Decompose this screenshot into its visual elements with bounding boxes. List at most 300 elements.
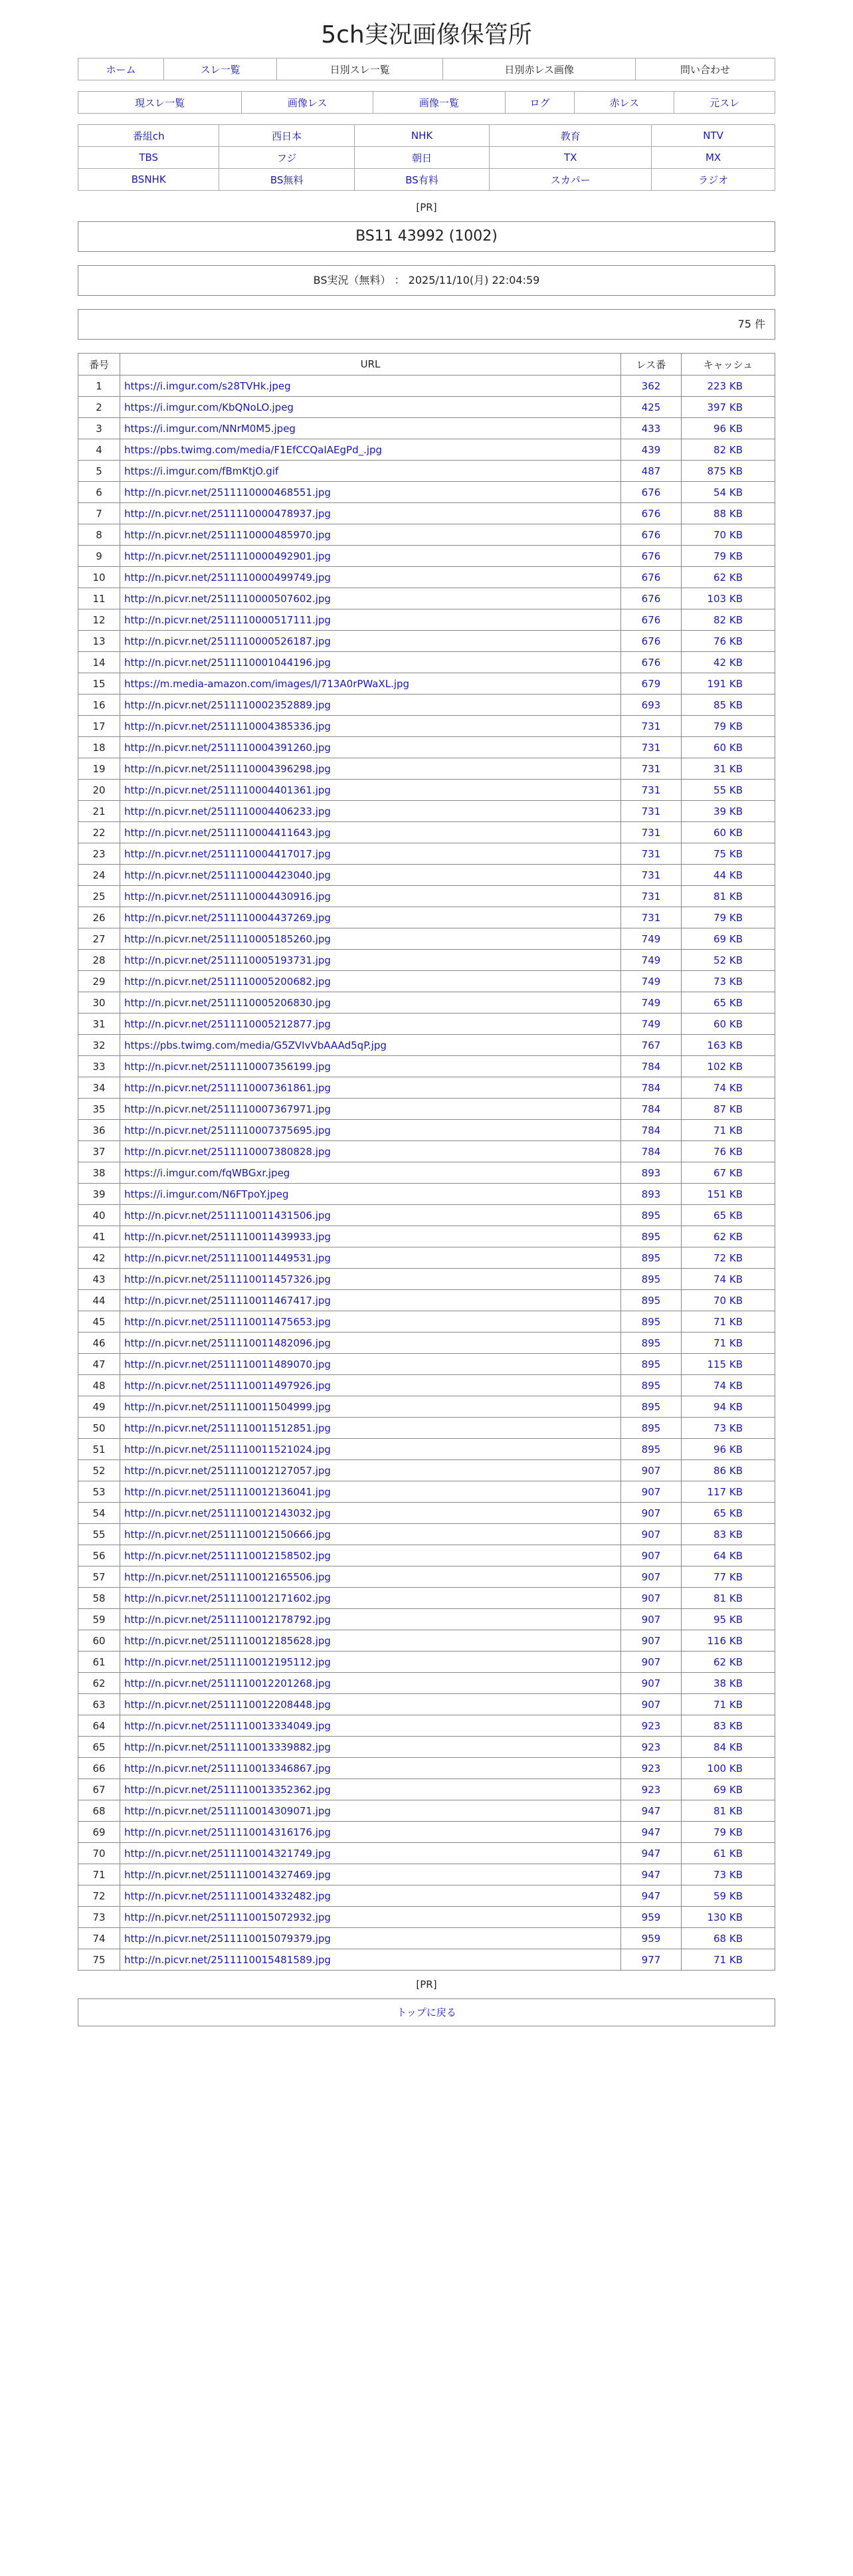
image-url-link[interactable]: http://n.picvr.net/2511110011504999.jpg [120, 1396, 621, 1418]
table-row [78, 1460, 775, 1481]
image-url-link[interactable]: https://pbs.twimg.com/media/F1EfCCQaIAEgPd_.jpg [120, 439, 621, 461]
res-number-link[interactable]: 749 [621, 971, 682, 992]
table-row [78, 1141, 775, 1162]
image-url-link[interactable]: https://i.imgur.com/KbQNoLO.jpeg [120, 397, 621, 418]
image-url-link[interactable]: https://i.imgur.com/N6FTpoY.jpeg [120, 1184, 621, 1205]
res-number-link[interactable]: 731 [621, 907, 682, 928]
cache-size-link[interactable]: 60 KB [682, 1014, 775, 1035]
cache-size-link[interactable]: 69 KB [682, 928, 775, 950]
channel-link[interactable]: 番組ch [78, 125, 219, 147]
cache-size-link[interactable]: 67 KB [682, 1162, 775, 1184]
image-url-link[interactable]: http://n.picvr.net/2511110001044196.jpg [120, 652, 621, 673]
res-number-link[interactable]: 784 [621, 1099, 682, 1120]
res-number-link[interactable]: 893 [621, 1184, 682, 1205]
res-number-link[interactable]: 923 [621, 1715, 682, 1737]
channel-link[interactable]: TX [490, 147, 652, 169]
table-row [78, 1715, 775, 1737]
res-number-link[interactable]: 907 [621, 1481, 682, 1503]
res-number-link[interactable]: 947 [621, 1800, 682, 1822]
channel-link[interactable]: 西日本 [219, 125, 354, 147]
table-row [78, 1418, 775, 1439]
image-url-link[interactable]: http://n.picvr.net/2511110015079379.jpg [120, 1928, 621, 1949]
cache-size-link[interactable]: 103 KB [682, 588, 775, 609]
res-number-link[interactable]: 749 [621, 1014, 682, 1035]
image-url-link[interactable]: http://n.picvr.net/2511110012158502.jpg [120, 1545, 621, 1566]
image-url-link[interactable]: http://n.picvr.net/2511110000526187.jpg [120, 631, 621, 652]
cache-size-link[interactable]: 74 KB [682, 1269, 775, 1290]
res-number-link[interactable]: 433 [621, 418, 682, 439]
res-number-link[interactable]: 895 [621, 1439, 682, 1460]
image-url-link[interactable]: http://n.picvr.net/2511110005185260.jpg [120, 928, 621, 950]
cache-size-link[interactable]: 100 KB [682, 1758, 775, 1779]
table-row [78, 1737, 775, 1758]
cache-size-link[interactable]: 70 KB [682, 1290, 775, 1311]
row-number: 63 [78, 1694, 120, 1715]
cache-size-link[interactable]: 163 KB [682, 1035, 775, 1056]
cache-size-link[interactable]: 62 KB [682, 567, 775, 588]
cache-size-link[interactable]: 96 KB [682, 1439, 775, 1460]
table-row [78, 1481, 775, 1503]
cache-size-link[interactable]: 115 KB [682, 1354, 775, 1375]
res-number-link[interactable]: 907 [621, 1503, 682, 1524]
image-url-link[interactable]: http://n.picvr.net/2511110012195112.jpg [120, 1652, 621, 1673]
res-number-link[interactable]: 947 [621, 1864, 682, 1885]
res-number-link[interactable]: 784 [621, 1120, 682, 1141]
cache-size-link[interactable]: 73 KB [682, 1864, 775, 1885]
row-number: 55 [78, 1524, 120, 1545]
row-number: 26 [78, 907, 120, 928]
row-number: 35 [78, 1099, 120, 1120]
table-row [78, 1779, 775, 1800]
image-url-link[interactable]: https://i.imgur.com/fqWBGxr.jpeg [120, 1162, 621, 1184]
table-row [78, 716, 775, 737]
cache-size-link[interactable]: 60 KB [682, 822, 775, 843]
res-number-link[interactable]: 895 [621, 1226, 682, 1247]
cache-size-link[interactable]: 82 KB [682, 609, 775, 631]
image-url-link[interactable]: http://n.picvr.net/2511110007367971.jpg [120, 1099, 621, 1120]
cache-size-link[interactable]: 151 KB [682, 1184, 775, 1205]
cache-size-link[interactable]: 42 KB [682, 652, 775, 673]
image-url-link[interactable]: http://n.picvr.net/2511110014321749.jpg [120, 1843, 621, 1864]
res-number-link[interactable]: 676 [621, 588, 682, 609]
image-url-link[interactable]: http://n.picvr.net/2511110012201268.jpg [120, 1673, 621, 1694]
cache-size-link[interactable]: 71 KB [682, 1333, 775, 1354]
cache-size-link[interactable]: 76 KB [682, 1141, 775, 1162]
res-number-link[interactable]: 907 [621, 1694, 682, 1715]
res-number-link[interactable]: 731 [621, 843, 682, 865]
channel-link[interactable]: 朝日 [354, 147, 489, 169]
res-number-link[interactable]: 425 [621, 397, 682, 418]
image-url-link[interactable]: http://n.picvr.net/2511110004401361.jpg [120, 780, 621, 801]
row-number: 1 [78, 376, 120, 397]
cache-size-link[interactable]: 94 KB [682, 1396, 775, 1418]
cache-size-link[interactable]: 81 KB [682, 1800, 775, 1822]
thread-meta: BS実況（無料） ： 2025/11/10(月) 22:04:59 [78, 265, 775, 296]
image-url-link[interactable]: http://n.picvr.net/2511110005206830.jpg [120, 992, 621, 1014]
image-url-link[interactable]: http://n.picvr.net/2511110011482096.jpg [120, 1333, 621, 1354]
res-number-link[interactable]: 893 [621, 1162, 682, 1184]
cache-size-link[interactable]: 76 KB [682, 631, 775, 652]
cache-size-link[interactable]: 62 KB [682, 1226, 775, 1247]
table-row [78, 1333, 775, 1354]
res-number-link[interactable]: 731 [621, 716, 682, 737]
res-number-link[interactable]: 907 [621, 1673, 682, 1694]
cache-size-link[interactable]: 86 KB [682, 1460, 775, 1481]
image-url-link[interactable]: http://n.picvr.net/2511110004406233.jpg [120, 801, 621, 822]
cache-size-link[interactable]: 130 KB [682, 1907, 775, 1928]
site-title: 5ch実況画像保管所 [321, 21, 532, 49]
cache-size-link[interactable]: 87 KB [682, 1099, 775, 1120]
res-number-link[interactable]: 784 [621, 1077, 682, 1099]
cache-size-link[interactable]: 79 KB [682, 907, 775, 928]
image-url-link[interactable]: http://n.picvr.net/2511110000478937.jpg [120, 503, 621, 524]
channel-link[interactable]: フジ [219, 147, 354, 169]
table-row [78, 567, 775, 588]
nav-home-link[interactable]: ホーム [78, 58, 164, 80]
res-number-link[interactable]: 676 [621, 567, 682, 588]
row-number: 36 [78, 1120, 120, 1141]
cache-size-link[interactable]: 81 KB [682, 886, 775, 907]
cache-size-link[interactable]: 116 KB [682, 1630, 775, 1652]
res-number-link[interactable]: 784 [621, 1056, 682, 1077]
image-url-link[interactable]: http://n.picvr.net/2511110011467417.jpg [120, 1290, 621, 1311]
res-number-link[interactable]: 895 [621, 1375, 682, 1396]
table-row [78, 1184, 775, 1205]
image-url-link[interactable]: http://n.picvr.net/2511110004396298.jpg [120, 758, 621, 780]
nav-original-thread-link[interactable]: 元スレ [674, 92, 775, 114]
image-url-link[interactable]: http://n.picvr.net/2511110015072932.jpg [120, 1907, 621, 1928]
cache-size-link[interactable]: 65 KB [682, 1205, 775, 1226]
image-url-link[interactable]: http://n.picvr.net/2511110011457326.jpg [120, 1269, 621, 1290]
image-url-link[interactable]: http://n.picvr.net/2511110000499749.jpg [120, 567, 621, 588]
image-url-link[interactable]: http://n.picvr.net/2511110014316176.jpg [120, 1822, 621, 1843]
back-to-top-link[interactable]: トップに戻る [78, 1998, 775, 2026]
image-url-link[interactable]: http://n.picvr.net/2511110007356199.jpg [120, 1056, 621, 1077]
cache-size-link[interactable]: 79 KB [682, 546, 775, 567]
row-number: 74 [78, 1928, 120, 1949]
row-number: 53 [78, 1481, 120, 1503]
res-number-link[interactable]: 749 [621, 950, 682, 971]
cache-size-link[interactable]: 70 KB [682, 524, 775, 546]
row-number: 52 [78, 1460, 120, 1481]
image-url-link[interactable]: http://n.picvr.net/2511110015481589.jpg [120, 1949, 621, 1971]
channel-link[interactable]: スカパー [490, 169, 652, 191]
image-url-link[interactable]: http://n.picvr.net/2511110011489070.jpg [120, 1354, 621, 1375]
res-number-link[interactable]: 895 [621, 1396, 682, 1418]
image-url-link[interactable]: http://n.picvr.net/2511110012171602.jpg [120, 1588, 621, 1609]
cache-size-link[interactable]: 54 KB [682, 482, 775, 503]
image-url-link[interactable]: http://n.picvr.net/2511110012178792.jpg [120, 1609, 621, 1630]
res-number-link[interactable]: 947 [621, 1843, 682, 1864]
table-row [78, 1269, 775, 1290]
image-url-link[interactable]: http://n.picvr.net/2511110002352889.jpg [120, 695, 621, 716]
row-number: 20 [78, 780, 120, 801]
image-url-link[interactable]: http://n.picvr.net/2511110000492901.jpg [120, 546, 621, 567]
res-number-link[interactable]: 731 [621, 822, 682, 843]
cache-size-link[interactable]: 84 KB [682, 1737, 775, 1758]
table-row [78, 1949, 775, 1971]
res-number-link[interactable]: 895 [621, 1333, 682, 1354]
res-number-link[interactable]: 731 [621, 865, 682, 886]
channel-link[interactable]: MX [652, 147, 775, 169]
cache-size-link[interactable]: 65 KB [682, 992, 775, 1014]
cache-size-link[interactable]: 117 KB [682, 1481, 775, 1503]
channel-link[interactable]: ラジオ [652, 169, 775, 191]
image-url-link[interactable]: http://n.picvr.net/2511110004385336.jpg [120, 716, 621, 737]
image-url-link[interactable]: http://n.picvr.net/2511110011521024.jpg [120, 1439, 621, 1460]
image-url-link[interactable]: http://n.picvr.net/2511110004430916.jpg [120, 886, 621, 907]
res-number-link[interactable]: 907 [621, 1609, 682, 1630]
table-row [78, 1545, 775, 1566]
image-url-link[interactable]: http://n.picvr.net/2511110007375695.jpg [120, 1120, 621, 1141]
res-number-link[interactable]: 749 [621, 928, 682, 950]
table-row [78, 1503, 775, 1524]
res-number-link[interactable]: 923 [621, 1737, 682, 1758]
cache-size-link[interactable]: 75 KB [682, 843, 775, 865]
nav-image-res-link[interactable]: 画像レス [242, 92, 373, 114]
image-url-link[interactable]: http://n.picvr.net/2511110007380828.jpg [120, 1141, 621, 1162]
cache-size-link[interactable]: 83 KB [682, 1524, 775, 1545]
cache-size-link[interactable]: 397 KB [682, 397, 775, 418]
cache-size-link[interactable]: 65 KB [682, 1503, 775, 1524]
res-number-link[interactable]: 784 [621, 1141, 682, 1162]
res-number-link[interactable]: 907 [621, 1588, 682, 1609]
image-url-link[interactable]: http://n.picvr.net/2511110012136041.jpg [120, 1481, 621, 1503]
res-number-link[interactable]: 487 [621, 461, 682, 482]
table-row [78, 588, 775, 609]
cache-size-link[interactable]: 71 KB [682, 1311, 775, 1333]
image-url-link[interactable]: http://n.picvr.net/2511110013352362.jpg [120, 1779, 621, 1800]
res-number-link[interactable]: 676 [621, 482, 682, 503]
cache-size-link[interactable]: 71 KB [682, 1120, 775, 1141]
cache-size-link[interactable]: 74 KB [682, 1375, 775, 1396]
cache-size-link[interactable]: 73 KB [682, 1418, 775, 1439]
image-url-link[interactable]: http://n.picvr.net/2511110007361861.jpg [120, 1077, 621, 1099]
res-number-link[interactable]: 731 [621, 801, 682, 822]
image-url-link[interactable]: http://n.picvr.net/2511110011497926.jpg [120, 1375, 621, 1396]
cache-size-link[interactable]: 64 KB [682, 1545, 775, 1566]
image-url-link[interactable]: http://n.picvr.net/2511110000468551.jpg [120, 482, 621, 503]
channel-link[interactable]: TBS [78, 147, 219, 169]
res-number-link[interactable]: 895 [621, 1290, 682, 1311]
image-url-link[interactable]: http://n.picvr.net/2511110012143032.jpg [120, 1503, 621, 1524]
image-url-link[interactable]: http://n.picvr.net/2511110004437269.jpg [120, 907, 621, 928]
image-url-link[interactable]: http://n.picvr.net/2511110004417017.jpg [120, 843, 621, 865]
image-url-link[interactable]: http://n.picvr.net/2511110000485970.jpg [120, 524, 621, 546]
res-number-link[interactable]: 895 [621, 1418, 682, 1439]
res-number-link[interactable]: 947 [621, 1822, 682, 1843]
cache-size-link[interactable]: 79 KB [682, 1822, 775, 1843]
channel-link[interactable]: NHK [354, 125, 489, 147]
image-url-link[interactable]: http://n.picvr.net/2511110013346867.jpg [120, 1758, 621, 1779]
image-url-link[interactable]: http://n.picvr.net/2511110012165506.jpg [120, 1566, 621, 1588]
res-number-link[interactable]: 907 [621, 1545, 682, 1566]
image-url-link[interactable]: http://n.picvr.net/2511110004411643.jpg [120, 822, 621, 843]
channel-link[interactable]: 教育 [490, 125, 652, 147]
cache-size-link[interactable]: 61 KB [682, 1843, 775, 1864]
res-number-link[interactable]: 895 [621, 1269, 682, 1290]
image-url-link[interactable]: https://i.imgur.com/NNrM0M5.jpeg [120, 418, 621, 439]
table-row [78, 737, 775, 758]
image-url-link[interactable]: http://n.picvr.net/2511110005193731.jpg [120, 950, 621, 971]
res-number-link[interactable]: 362 [621, 376, 682, 397]
cache-size-link[interactable]: 31 KB [682, 758, 775, 780]
row-number: 3 [78, 418, 120, 439]
image-url-link[interactable]: http://n.picvr.net/2511110005212877.jpg [120, 1014, 621, 1035]
res-number-link[interactable]: 676 [621, 631, 682, 652]
image-url-link[interactable]: http://n.picvr.net/2511110012150666.jpg [120, 1524, 621, 1545]
res-number-link[interactable]: 895 [621, 1354, 682, 1375]
cache-size-link[interactable]: 88 KB [682, 503, 775, 524]
cache-size-link[interactable]: 60 KB [682, 737, 775, 758]
image-url-link[interactable]: http://n.picvr.net/2511110012208448.jpg [120, 1694, 621, 1715]
image-url-link[interactable]: http://n.picvr.net/2511110012185628.jpg [120, 1630, 621, 1652]
res-number-link[interactable]: 731 [621, 758, 682, 780]
row-number: 14 [78, 652, 120, 673]
res-number-link[interactable]: 907 [621, 1460, 682, 1481]
res-number-link[interactable]: 676 [621, 546, 682, 567]
res-number-link[interactable]: 895 [621, 1247, 682, 1269]
cache-size-link[interactable]: 875 KB [682, 461, 775, 482]
table-row [78, 1694, 775, 1715]
res-number-link[interactable]: 731 [621, 737, 682, 758]
row-number: 34 [78, 1077, 120, 1099]
image-url-link[interactable]: http://n.picvr.net/2511110004423040.jpg [120, 865, 621, 886]
cache-size-link[interactable]: 69 KB [682, 1779, 775, 1800]
row-number: 10 [78, 567, 120, 588]
nav-image-list-link[interactable]: 画像一覧 [373, 92, 505, 114]
header-number: 番号 [78, 354, 120, 376]
image-url-link[interactable]: http://n.picvr.net/2511110014309071.jpg [120, 1800, 621, 1822]
image-url-link[interactable]: http://n.picvr.net/2511110011431506.jpg [120, 1205, 621, 1226]
image-url-link[interactable]: http://n.picvr.net/2511110011439933.jpg [120, 1226, 621, 1247]
row-number: 44 [78, 1290, 120, 1311]
cache-size-link[interactable]: 83 KB [682, 1715, 775, 1737]
res-number-link[interactable]: 895 [621, 1311, 682, 1333]
row-number: 5 [78, 461, 120, 482]
res-number-link[interactable]: 731 [621, 886, 682, 907]
res-number-link[interactable]: 676 [621, 609, 682, 631]
res-number-link[interactable]: 977 [621, 1949, 682, 1971]
cache-size-link[interactable]: 102 KB [682, 1056, 775, 1077]
image-url-link[interactable]: http://n.picvr.net/2511110011449531.jpg [120, 1247, 621, 1269]
channel-link[interactable]: BSNHK [78, 169, 219, 191]
cache-size-link[interactable]: 52 KB [682, 950, 775, 971]
cache-size-link[interactable]: 85 KB [682, 695, 775, 716]
cache-size-link[interactable]: 73 KB [682, 971, 775, 992]
cache-size-link[interactable]: 38 KB [682, 1673, 775, 1694]
res-number-link[interactable]: 895 [621, 1205, 682, 1226]
res-number-link[interactable]: 679 [621, 673, 682, 695]
table-row [78, 1630, 775, 1652]
res-number-link[interactable]: 676 [621, 652, 682, 673]
image-url-link[interactable]: http://n.picvr.net/2511110000507602.jpg [120, 588, 621, 609]
table-row [78, 822, 775, 843]
nav-current-threads-link[interactable]: 現スレ一覧 [78, 92, 242, 114]
res-number-link[interactable]: 947 [621, 1885, 682, 1907]
table-row [78, 673, 775, 695]
row-number: 43 [78, 1269, 120, 1290]
cache-size-link[interactable]: 77 KB [682, 1566, 775, 1588]
image-url-link[interactable]: http://n.picvr.net/2511110014327469.jpg [120, 1864, 621, 1885]
image-url-link[interactable]: http://n.picvr.net/2511110011475653.jpg [120, 1311, 621, 1333]
image-url-link[interactable]: http://n.picvr.net/2511110013334049.jpg [120, 1715, 621, 1737]
res-number-link[interactable]: 676 [621, 524, 682, 546]
cache-size-link[interactable]: 39 KB [682, 801, 775, 822]
image-url-link[interactable]: http://n.picvr.net/2511110014332482.jpg [120, 1885, 621, 1907]
image-url-link[interactable]: http://n.picvr.net/2511110005200682.jpg [120, 971, 621, 992]
cache-size-link[interactable]: 44 KB [682, 865, 775, 886]
image-url-link[interactable]: https://i.imgur.com/fBmKtjO.gif [120, 461, 621, 482]
cache-size-link[interactable]: 71 KB [682, 1694, 775, 1715]
res-number-link[interactable]: 907 [621, 1524, 682, 1545]
row-number: 56 [78, 1545, 120, 1566]
cache-size-link[interactable]: 95 KB [682, 1609, 775, 1630]
res-number-link[interactable]: 439 [621, 439, 682, 461]
res-number-link[interactable]: 907 [621, 1630, 682, 1652]
table-row [78, 503, 775, 524]
channel-link[interactable]: BS有料 [354, 169, 489, 191]
row-number: 23 [78, 843, 120, 865]
image-url-link[interactable]: https://pbs.twimg.com/media/G5ZVIvVbAAAd5qP.jpg [120, 1035, 621, 1056]
res-number-link[interactable]: 676 [621, 503, 682, 524]
cache-size-link[interactable]: 81 KB [682, 1588, 775, 1609]
table-row [78, 1609, 775, 1630]
cache-size-link[interactable]: 74 KB [682, 1077, 775, 1099]
table-row [78, 1907, 775, 1928]
image-url-link[interactable]: https://i.imgur.com/s28TVHk.jpeg [120, 376, 621, 397]
res-number-link[interactable]: 959 [621, 1928, 682, 1949]
cache-size-link[interactable]: 82 KB [682, 439, 775, 461]
cache-size-link[interactable]: 191 KB [682, 673, 775, 695]
cache-size-link[interactable]: 223 KB [682, 376, 775, 397]
nav-red-res-link[interactable]: 赤レス [575, 92, 674, 114]
res-number-link[interactable]: 749 [621, 992, 682, 1014]
image-url-link[interactable]: https://m.media-amazon.com/images/I/713A0rPWaXL.jpg [120, 673, 621, 695]
nav-thread-list-link[interactable]: スレ一覧 [164, 58, 277, 80]
channel-link[interactable]: BS無料 [219, 169, 354, 191]
row-number: 21 [78, 801, 120, 822]
cache-size-link[interactable]: 62 KB [682, 1652, 775, 1673]
res-number-link[interactable]: 693 [621, 695, 682, 716]
res-number-link[interactable]: 767 [621, 1035, 682, 1056]
res-number-link[interactable]: 959 [621, 1907, 682, 1928]
channel-link[interactable]: NTV [652, 125, 775, 147]
res-number-link[interactable]: 731 [621, 780, 682, 801]
row-number: 67 [78, 1779, 120, 1800]
nav-log-link[interactable]: ログ [505, 92, 574, 114]
image-url-link[interactable]: http://n.picvr.net/2511110011512851.jpg [120, 1418, 621, 1439]
res-number-link[interactable]: 907 [621, 1652, 682, 1673]
image-url-link[interactable]: http://n.picvr.net/2511110013339882.jpg [120, 1737, 621, 1758]
res-number-link[interactable]: 923 [621, 1779, 682, 1800]
image-url-link[interactable]: http://n.picvr.net/2511110004391260.jpg [120, 737, 621, 758]
res-number-link[interactable]: 923 [621, 1758, 682, 1779]
cache-size-link[interactable]: 68 KB [682, 1928, 775, 1949]
row-number: 32 [78, 1035, 120, 1056]
res-number-link[interactable]: 907 [621, 1566, 682, 1588]
cache-size-link[interactable]: 96 KB [682, 418, 775, 439]
cache-size-link[interactable]: 72 KB [682, 1247, 775, 1269]
cache-size-link[interactable]: 59 KB [682, 1885, 775, 1907]
table-row [78, 1822, 775, 1843]
image-url-link[interactable]: http://n.picvr.net/2511110000517111.jpg [120, 609, 621, 631]
cache-size-link[interactable]: 79 KB [682, 716, 775, 737]
image-url-link[interactable]: http://n.picvr.net/2511110012127057.jpg [120, 1460, 621, 1481]
row-number: 41 [78, 1226, 120, 1247]
cache-size-link[interactable]: 71 KB [682, 1949, 775, 1971]
cache-size-link[interactable]: 55 KB [682, 780, 775, 801]
